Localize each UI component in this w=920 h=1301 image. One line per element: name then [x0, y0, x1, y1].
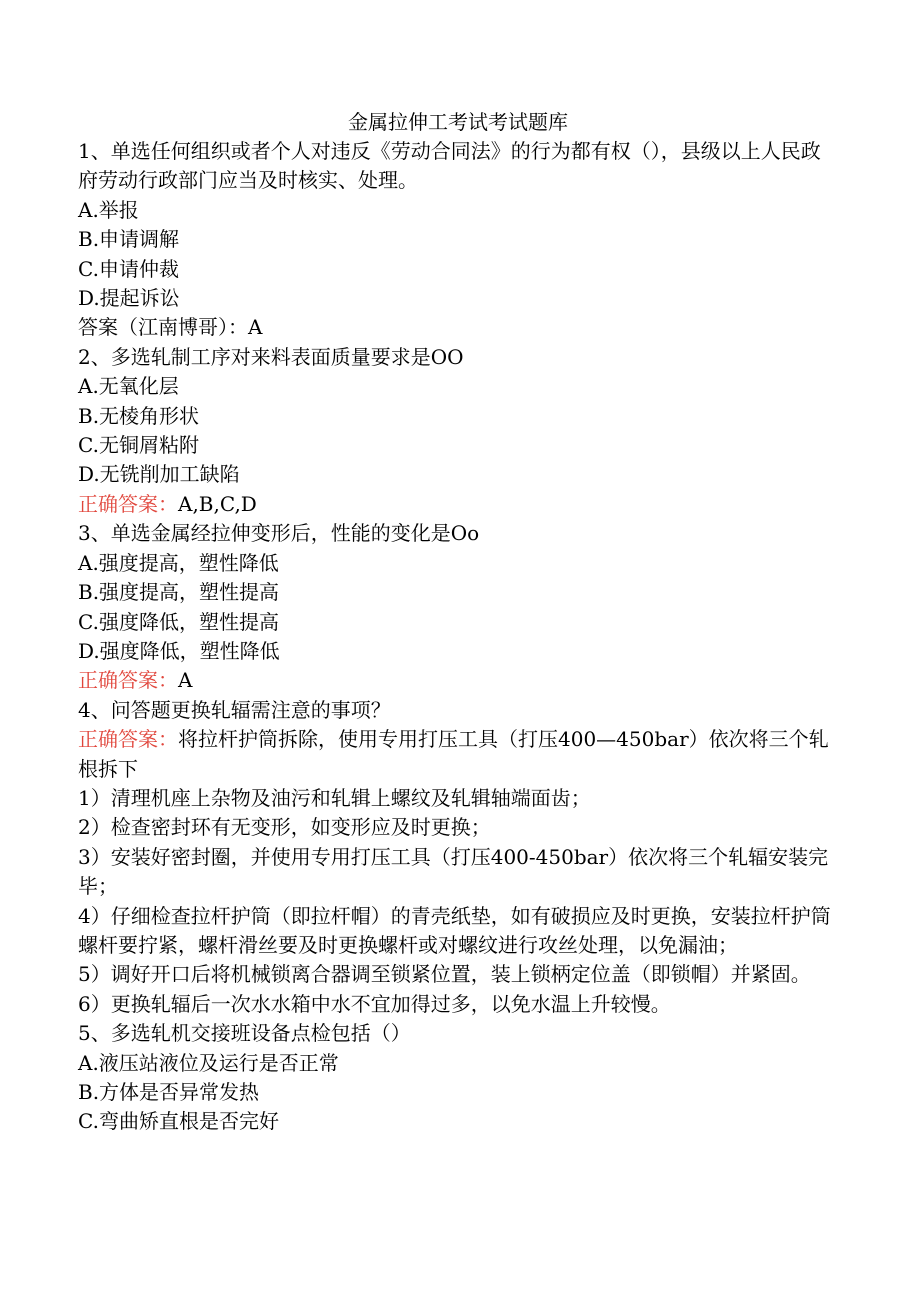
question-1-option-b: B.申请调解: [78, 227, 180, 252]
question-5-stem: 5、多选轧机交接班设备点检包括（）: [78, 1021, 411, 1046]
question-4-step-3: 3）安装好密封圈，并使用专用打压工具（打压400-450bar）依次将三个轧辐安装完毕；: [78, 844, 829, 899]
question-5-option-a: A.液压站液位及运行是否正常: [78, 1050, 339, 1075]
question-2-option-c: C.无铜屑粘附: [78, 433, 199, 458]
question-3-answer-label: 正确答案：: [78, 668, 178, 693]
question-3-option-d: D.强度降低，塑性降低: [78, 638, 280, 663]
question-4-step-2: 2）检查密封环有无变形，如变形应及时更换；: [78, 815, 491, 840]
question-3-answer-value: A: [178, 668, 193, 693]
question-5-option-c: C.弯曲矫直根是否完好: [78, 1109, 279, 1134]
question-1-stem: 1、单选任何组织或者个人对违反《劳动合同法》的行为都有权（），县级以上人民政府劳动行政部门应当及时核实、处理。: [78, 139, 821, 193]
question-4-answer-value: 将拉杆护筒拆除，使用专用打压工具（打压400—450bar）依次将三个轧根拆下: [78, 727, 829, 781]
question-2-stem: 2、多选轧制工序对来料表面质量要求是OO: [78, 344, 464, 369]
question-1-option-d: D.提起诉讼: [78, 286, 180, 311]
question-2-option-b: B.无棱角形状: [78, 403, 200, 428]
question-2-option-a: A.无氧化层: [78, 374, 179, 399]
question-1-answer: 答案（江南博哥）：A: [78, 315, 263, 340]
question-4-step-6: 6）更换轧辐后一次水水箱中水不宜加得过多，以免水温上升较慢。: [78, 991, 671, 1016]
question-4-step-1: 1）清理机座上杂物及油污和轧辑上螺纹及轧辑轴端面齿；: [78, 785, 591, 810]
question-1-option-c: C.申请仲裁: [78, 256, 179, 281]
question-3-option-c: C.强度降低，塑性提高: [78, 609, 279, 634]
question-4-answer-label: 正确答案：: [78, 727, 178, 752]
question-4-step-5: 5）调好开口后将机械锁离合器调至锁紧位置，装上锁柄定位盖（即锁帽）并紧固。: [78, 962, 811, 987]
question-4-stem: 4、问答题更换轧辐需注意的事项？: [78, 697, 391, 722]
question-1-option-a: A.举报: [78, 197, 139, 222]
question-5-option-b: B.方体是否异常发热: [78, 1080, 260, 1104]
question-3-option-a: A.强度提高，塑性降低: [78, 550, 279, 575]
question-3-option-b: B.强度提高，塑性提高: [78, 580, 280, 605]
question-2-option-d: D.无铣削加工缺陷: [78, 462, 240, 487]
question-3-stem: 3、单选金属经拉伸变形后，性能的变化是Oo: [78, 521, 480, 546]
question-4-answer: [78, 725, 838, 784]
document-title: 金属拉伸工考试考试题库: [348, 110, 568, 134]
question-2-answer: [78, 490, 838, 519]
document-page: [78, 108, 838, 1137]
question-2-answer-label: 正确答案：: [78, 491, 178, 516]
question-3-answer: [78, 666, 838, 695]
question-4-step-4: 4）仔细检查拉杆护筒（即拉杆帽）的青壳纸垫，如有破损应及时更换，安装拉杆护筒螺杆要拧紧，螺杆滑丝要及时更换螺杆或对螺纹进行攻丝处理，以免漏油；: [78, 903, 831, 957]
question-2-answer-value: A,B,C,D: [178, 491, 257, 516]
